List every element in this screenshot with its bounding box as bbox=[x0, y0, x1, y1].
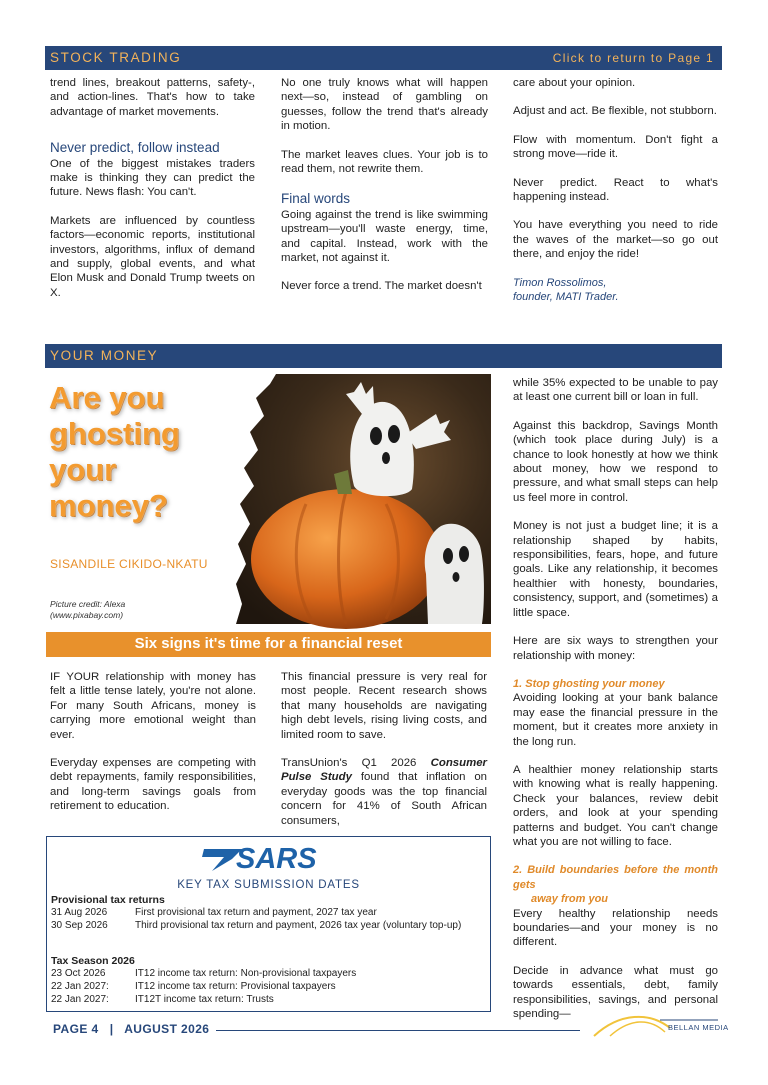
tax-description: IT12 income tax return: Non-provisional taxpayers bbox=[135, 968, 357, 979]
tax-dates-box bbox=[46, 836, 491, 1012]
page-footer: PAGE 4 | AUGUST 2026 bbox=[53, 1022, 210, 1036]
paragraph: Everyday expenses are competing with debt repayments, family responsibilities, and long-term savings goals from retirement to education. bbox=[50, 757, 256, 813]
paragraph: The market leaves clues. Your job is to read them, not rewrite them. bbox=[281, 148, 488, 176]
tax-row bbox=[51, 968, 356, 981]
paragraph: care about your opinion. bbox=[513, 77, 636, 89]
title-line: ghosting bbox=[49, 416, 180, 451]
tax-row bbox=[51, 994, 274, 1007]
pumpkin-ghost-photo bbox=[236, 374, 491, 624]
bellan-media-logo bbox=[590, 1010, 729, 1044]
paragraph: This financial pressure is very real for most people. Recent research shows that many households are navigating high debt levels, rising living costs, and limited room to save. bbox=[281, 671, 487, 741]
paragraph: One of the biggest mistakes traders make is thinking they can predict the future. News flash: You can't. bbox=[50, 157, 255, 199]
tax-description: IT12T income tax return: Trusts bbox=[135, 994, 274, 1005]
sars-logo bbox=[202, 841, 337, 877]
text-span: found that inflation on everyday goods was the top financial concern for 41% of South African consumers, bbox=[281, 771, 487, 827]
tax-row bbox=[51, 907, 377, 920]
picture-credit bbox=[50, 599, 125, 621]
list-heading-line: 2. Build boundaries before the month gets bbox=[513, 864, 718, 891]
tax-date: 22 Jan 2027: bbox=[51, 981, 109, 992]
paragraph: Avoiding looking at your bank balance may ease the financial pressure in the moment, but it creates more anxiety in the long run. bbox=[513, 692, 718, 748]
paragraph: Markets are influenced by countless factors—economic reports, institutional investors, algorithms, influx of demand and supply, global events, and what Elon Musk and Donald Trump tweets on X. bbox=[50, 214, 255, 299]
section-title: YOUR MONEY bbox=[50, 347, 159, 363]
money-column-3 bbox=[513, 376, 718, 1035]
tax-group-heading: Provisional tax returns bbox=[51, 894, 165, 906]
return-to-page-1-link[interactable]: Click to return to Page 1 bbox=[552, 50, 714, 65]
tax-description: IT12 income tax return: Provisional taxpayers bbox=[135, 981, 336, 992]
author-byline: SISANDILE CIKIDO-NKATU bbox=[50, 557, 208, 571]
six-signs-banner: Six signs it's time for a financial reset bbox=[46, 632, 491, 657]
paragraph: Money is not just a budget line; it is a relationship shaped by habits, responsibilities, fears, hope, and future goals. Like any relationship, it becomes healthier with honesty, boundaries, consistency, support, and (sometimes) a little space. bbox=[513, 520, 718, 619]
stock-trading-header bbox=[45, 46, 722, 70]
paragraph: Flow with momentum. Don't fight a strong move—ride it. bbox=[513, 133, 718, 161]
paragraph: IF YOUR relationship with money has felt a little tense lately, you're not alone. For many South Africans, money is carrying more emotional weight than ever. bbox=[50, 671, 256, 741]
paragraph: A healthier money relationship starts with knowing what is really happening. Check your balances, review debit orders, and look at your spending patterns and budget. You can't change what you are not willing to face. bbox=[513, 763, 718, 848]
text-span: TransUnion's Q1 2026 bbox=[281, 757, 431, 770]
paragraph: Never force a trend. The market doesn't bbox=[281, 280, 482, 293]
title-line: your bbox=[49, 452, 117, 487]
sars-logo-text: SARS bbox=[236, 843, 317, 875]
money-column-2 bbox=[281, 670, 487, 842]
tax-date: 30 Sep 2026 bbox=[51, 920, 108, 931]
subheading: Never predict, follow instead bbox=[50, 140, 220, 156]
title-line: Are you bbox=[49, 380, 165, 415]
paragraph: Adjust and act. Be flexible, not stubborn. bbox=[513, 105, 717, 118]
paragraph: Going against the trend is like swimming upstream—you'll waste energy, time, and capital. Instead, work with the market, not against it. bbox=[281, 208, 488, 265]
paragraph: Every healthy relationship needs boundaries—and your money is no different. bbox=[513, 907, 718, 949]
stock-column-2 bbox=[281, 76, 488, 308]
subheading: Final words bbox=[281, 191, 351, 207]
tax-row bbox=[51, 920, 461, 933]
section-title: STOCK TRADING bbox=[50, 49, 182, 65]
list-heading-line: away from you bbox=[531, 893, 609, 906]
paragraph: Here are six ways to strengthen your relationship with money: bbox=[513, 635, 718, 662]
study-title: Consumer Pulse Study bbox=[281, 757, 487, 784]
bellan-media-text: BELLAN MEDIA bbox=[668, 1023, 729, 1032]
footer-divider bbox=[216, 1030, 580, 1031]
stock-column-1 bbox=[50, 76, 255, 314]
author-role: founder, MATI Trader. bbox=[513, 290, 619, 303]
tax-date: 31 Aug 2026 bbox=[51, 907, 108, 918]
article-title bbox=[49, 380, 180, 524]
list-heading bbox=[513, 863, 718, 906]
tax-group-heading: Tax Season 2026 bbox=[51, 955, 135, 967]
paragraph: Decide in advance what must go towards essentials, debt, family responsibilities, savings, and personal spending— bbox=[513, 964, 718, 1021]
stock-column-3 bbox=[513, 76, 718, 304]
money-column-1 bbox=[50, 670, 256, 828]
tax-row bbox=[51, 981, 336, 994]
paragraph: Against this backdrop, Savings Month (which took place during July) is a chance to look honestly at how we think about money, how we respond to pressure, and what small steps can help us feel more in control. bbox=[513, 419, 718, 504]
title-line: money? bbox=[49, 488, 168, 523]
tax-description: Third provisional tax return and payment, 2026 tax year (voluntary top-up) bbox=[135, 920, 462, 931]
paragraph: while 35% expected to be unable to pay at least one current bill or loan in full. bbox=[513, 377, 718, 404]
credit-line: (www.pixabay.com) bbox=[50, 610, 124, 620]
tax-description: First provisional tax return and payment, 2027 tax year bbox=[135, 907, 377, 918]
paragraph: trend lines, breakout patterns, safety-, and action-lines. That's how to take advantage of market movements. bbox=[50, 77, 255, 118]
tax-heading: KEY TAX SUBMISSION DATES bbox=[177, 879, 360, 891]
paragraph: You have everything you need to ride the waves of the market—so go out there, and enjoy the ride! bbox=[513, 219, 718, 261]
paragraph: Never predict. React to what's happening instead. bbox=[513, 176, 718, 204]
tax-date: 22 Jan 2027: bbox=[51, 994, 109, 1005]
paragraph bbox=[281, 756, 487, 828]
tax-date: 23 Oct 2026 bbox=[51, 968, 106, 979]
list-heading: 1. Stop ghosting your money bbox=[513, 677, 665, 690]
paragraph: No one truly knows what will happen next—so, instead of gambling on guesses, follow the trend that's already in motion. bbox=[281, 77, 488, 133]
author-name: Timon Rossolimos, bbox=[513, 276, 607, 289]
credit-line: Picture credit: Alexa bbox=[50, 599, 126, 609]
your-money-header bbox=[45, 344, 722, 368]
